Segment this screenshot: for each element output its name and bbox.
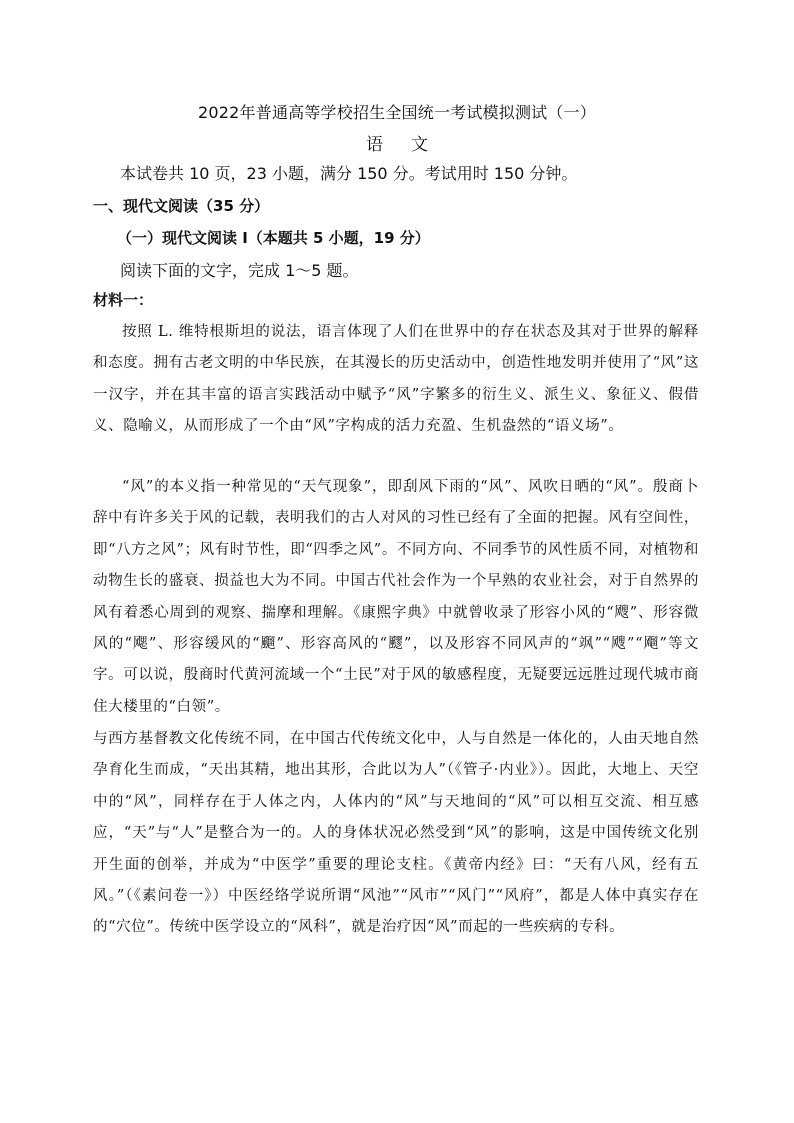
exam-title: 2022年普通高等学校招生全国统一考试模拟测试（一）: [198, 103, 596, 122]
subsection-heading: （一）现代文阅读 I（本题共 5 小题，19 分）: [117, 229, 430, 247]
material-paragraph-1: [93, 317, 699, 443]
subject-title: 语文: [366, 135, 456, 155]
paragraph-text: 与西方基督教文化传统不同，在中国古代传统文化中，人与自然是一体化的，人由天地自然孕育化生而成，“天出其精，地出其形，合此以为人”（《管子·内业》）。因此，大地上、天空中的“风”，同样存在于人体之内，人体内的“风”与天地间的“风”可以相互交流、相互感应，“天”与“人”是整合为一的。人的身体状况必然受到“风”的影响，这是中国传统文化别开生面的创举，并成为“中医学”重要的理论支柱。《黄帝内经》曰：“天有八风，经有五风。”（《素问卷一》）中医经络学说所谓“风池”“风市”“风门”“风府”，都是人体中真实存在的“穴位”。传统中医学设立的“风科”，就是治疗因“风”而起的一些疾病的专科。: [93, 731, 699, 936]
paragraph-text: “风”的本义指一种常见的“天气现象”，即刮风下雨的“风”、风吹日晒的“风”。殷商卜辞中有许多关于风的记载，表明我们的古人对风的习性已经有了全面的把握。风有空间性，即“八方之风”；风有时节性，即“四季之风”。不同方向、不同季节的风性质不同，对植物和动物生长的盛衰、损益也大为不同。中国古代社会作为一个早熟的农业社会，对于自然界的风有着悉心周到的观察、揣摩和理解。《康熙字典》中就曾收录了形容小风的“飕”、形容微风的“飔”、形容缓风的“飀”、形容高风的“飂”，以及形容不同风声的“飒”“飕”“飗”等文字。可以说，殷商时代黄河流域一个“土民”对于风的敏感程度，无疑要远远胜过现代城市商住大楼里的“白领”。: [93, 479, 699, 715]
section-heading: 一、现代文阅读（35 分）: [93, 197, 270, 215]
material-paragraph-3: [93, 724, 699, 944]
paragraph-text: 按照 L. 维特根斯坦的说法，语言体现了人们在世界中的存在状态及其对于世界的解释和态度。拥有古老文明的中华民族，在其漫长的历史活动中，创造性地发明并使用了“风”这一汉字，并在其丰富的语言实践活动中赋予“风”字繁多的衍生义、派生义、象征义、假借义、隐喻义，从而形成了一个由“风”字构成的活力充盈、生机盎然的“语义场”。: [93, 324, 699, 435]
material-paragraph-2: [93, 472, 699, 723]
exam-intro: 本试卷共 10 页，23 小题，满分 150 分。考试用时 150 分钟。: [120, 164, 578, 183]
reading-instruction: 阅读下面的文字，完成 1～5 题。: [120, 261, 359, 280]
material-label: 材料一：: [93, 291, 154, 309]
